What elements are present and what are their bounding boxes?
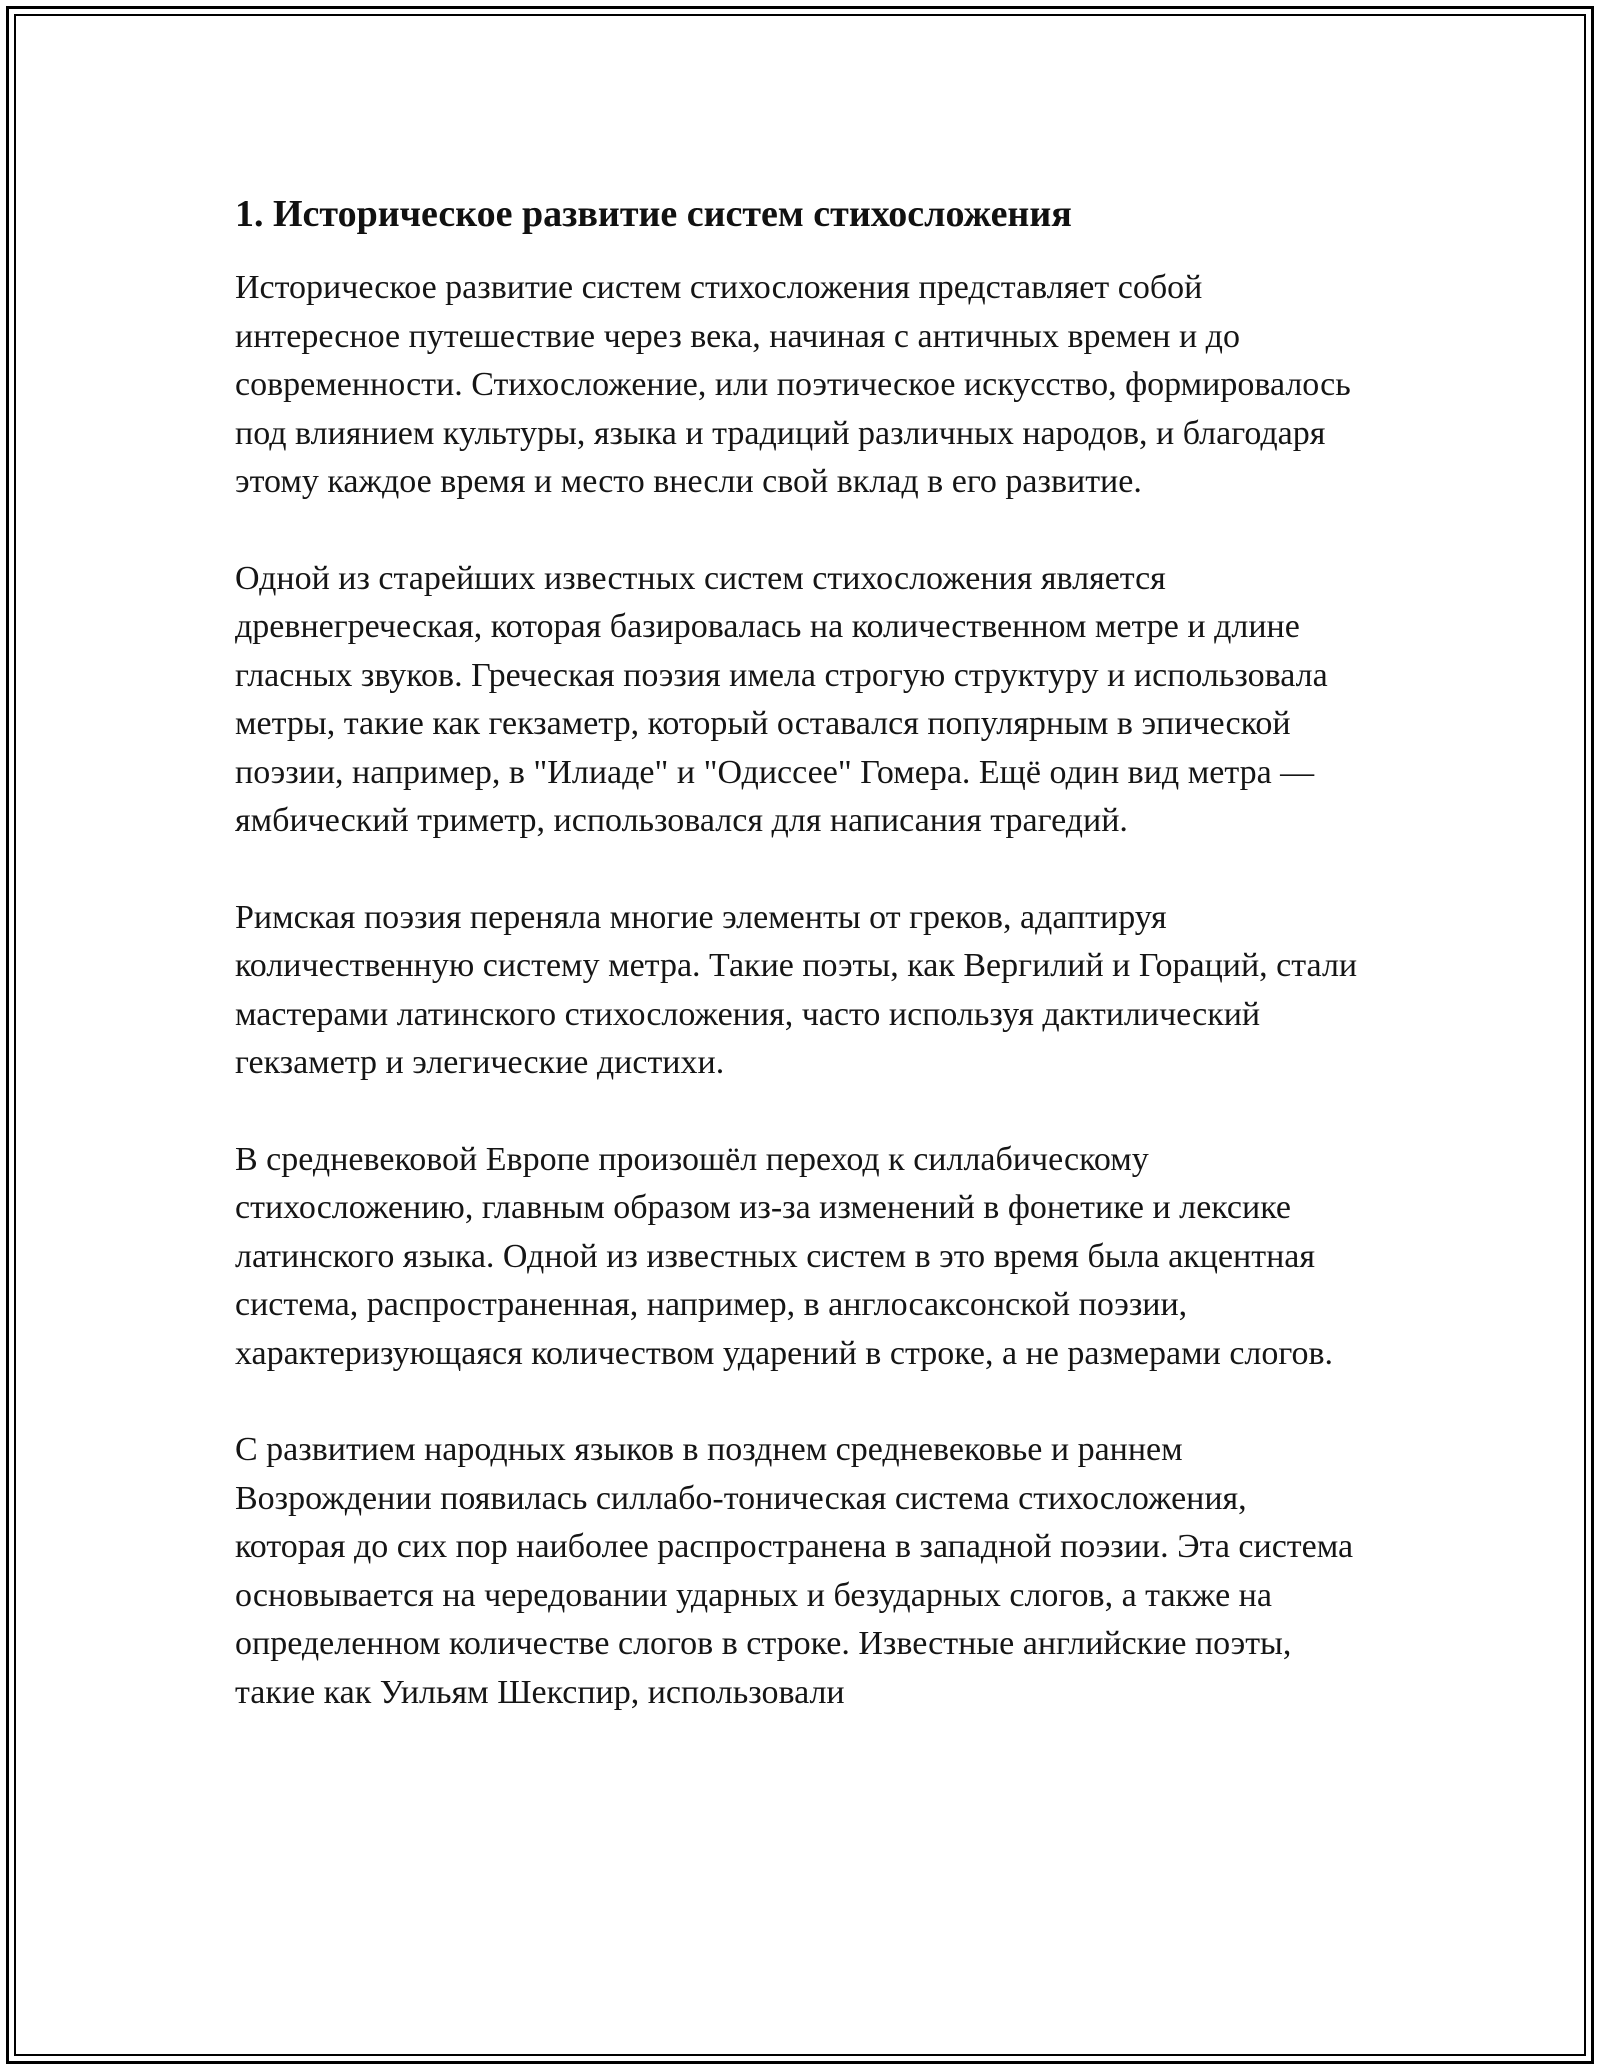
paragraph-renaissance: С развитием народных языков в позднем средневековье и раннем Возрождении появилась силлабо-тоническая система стихосложения, которая до сих пор наиболее распространена в западной поэзии. Эта система основывается на чередовании ударных и безударных слогов, а также на определенном количестве слогов в строке. Известные английские поэты, такие как Уильям Шекспир, использовали	[235, 1431, 1354, 1711]
document-body	[235, 190, 1365, 1765]
paragraph-roman: Римская поэзия переняла многие элементы от греков, адаптируя количественную систему метра. Такие поэты, как Вергилий и Гораций, стали мастерами латинского стихосложения, часто используя дактилический гекзаметр и элегические дистихи.	[235, 898, 1358, 1081]
paragraph-greek: Одной из старейших известных систем стихосложения является древнегреческая, которая базировалась на количественном метре и длине гласных звуков. Греческая поэзия имела строгую структуру и использовала метры, такие как гекзаметр, который оставался популярным в эпической поэзии, например, в "Илиаде" и "Одиссее" Гомера. Ещё один вид метра — ямбический триметр, использовался для написания трагедий.	[235, 559, 1328, 839]
section-heading: 1. Историческое развитие систем стихосложения	[235, 193, 1072, 235]
paragraph-medieval: В средневековой Европе произошёл переход к силлабическому стихосложению, главным образом из-за изменений в фонетике и лексике латинского языка. Одной из известных систем в это время была акцентная система, распространенная, например, в англосаксонской поэзии, характеризующаяся количеством ударений в строке, а не размерами слогов.	[235, 1140, 1334, 1372]
paragraph-intro: Историческое развитие систем стихосложения представляет собой интересное путешествие через века, начиная с античных времен и до современности. Стихосложение, или поэтическое искусство, формировалось под влиянием культуры, языка и традиций различных народов, и благодаря этому каждое время и место внесли свой вклад в его развитие.	[235, 269, 1351, 500]
